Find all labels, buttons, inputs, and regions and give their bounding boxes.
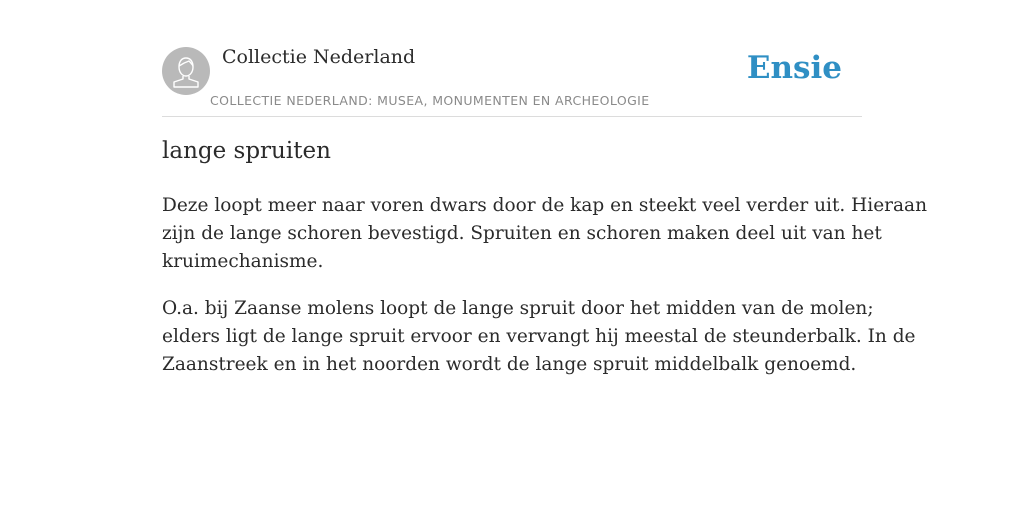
entry-header — [162, 0, 862, 117]
paragraph — [162, 192, 927, 276]
ensie-logo[interactable]: Ensie — [746, 50, 842, 86]
paragraph — [162, 295, 916, 379]
paragraph-line: O.a. bij Zaanse molens loopt de lange spruit door het midden van de molen; — [162, 298, 874, 319]
user-silhouette-icon — [162, 47, 210, 95]
entry-body — [162, 192, 927, 398]
entry-title: lange spruiten — [162, 138, 331, 164]
paragraph-line: kruimechanisme. — [162, 251, 324, 272]
paragraph-line: zijn de lange schoren bevestigd. Spruiten en schoren maken deel uit van het — [162, 223, 882, 244]
paragraph-line: Deze loopt meer naar voren dwars door de kap en steekt veel verder uit. Hieraan — [162, 195, 927, 216]
author-avatar[interactable] — [162, 47, 210, 95]
entry-card — [162, 0, 927, 375]
paragraph-line: elders ligt de lange spruit ervoor en vervangt hij meestal de steunderbalk. In de — [162, 326, 916, 347]
paragraph-line: Zaanstreek en in het noorden wordt de lange spruit middelbalk genoemd. — [162, 354, 857, 375]
source-label[interactable]: COLLECTIE NEDERLAND: MUSEA, MONUMENTEN EN ARCHEOLOGIE — [210, 93, 650, 108]
author-name[interactable]: Collectie Nederland — [222, 46, 416, 68]
